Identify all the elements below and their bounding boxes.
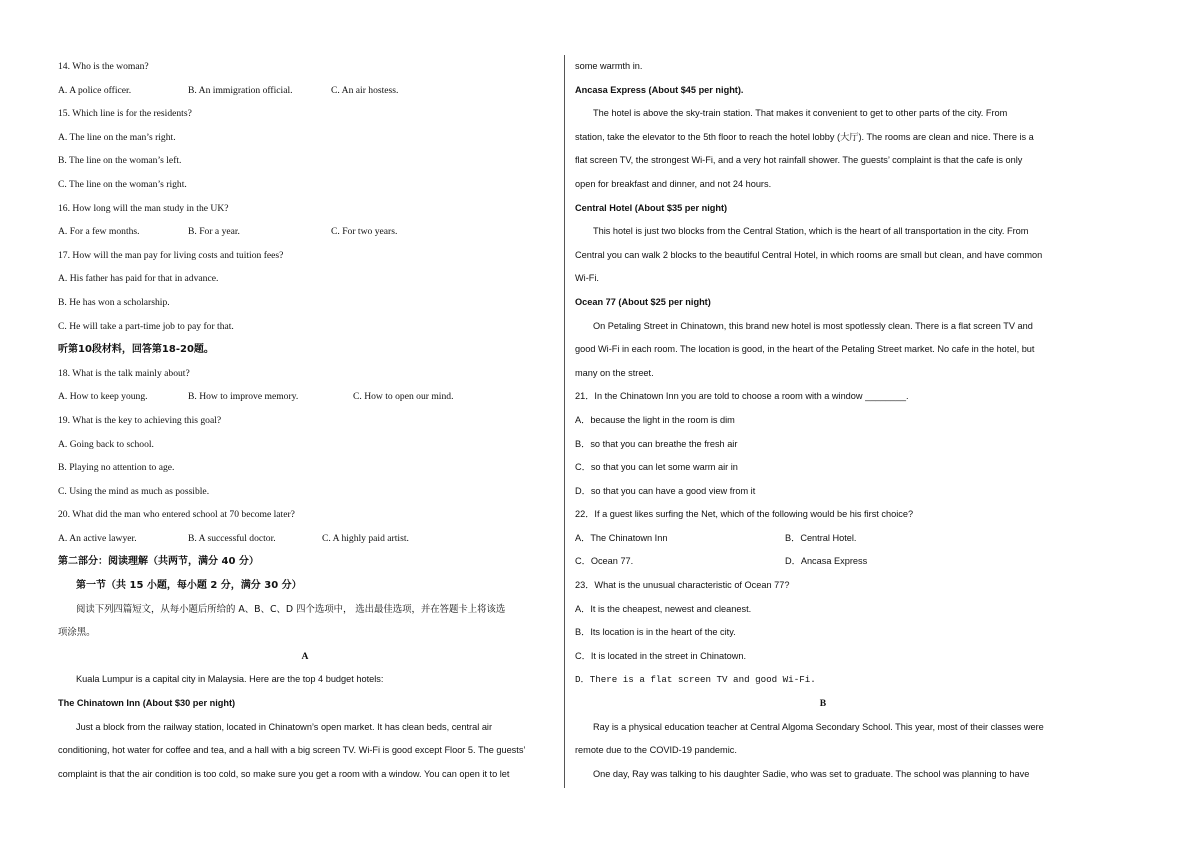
option-a: A．The Chinatown Inn bbox=[575, 532, 668, 543]
paragraph-line: On Petaling Street in Chinatown, this brand new hotel is most spotlessly clean. There is a flat screen TV and bbox=[593, 320, 1033, 331]
option-a: A. The line on the man’s right. bbox=[58, 131, 176, 143]
part-2-heading: 第二部分：阅读理解（共两节，满分 40 分） bbox=[58, 556, 259, 568]
section-10-heading: 听第10段材料，回答第18-20题。 bbox=[58, 344, 214, 356]
instructions-cont: 项涂黑。 bbox=[58, 627, 96, 639]
option-c: C. For two years. bbox=[331, 226, 398, 238]
option-b: B. He has won a scholarship. bbox=[58, 296, 170, 308]
option-a: A. Going back to school. bbox=[58, 438, 154, 450]
paragraph-line: One day, Ray was talking to his daughter Sadie, who was set to graduate. The school was planning to have bbox=[593, 768, 1030, 779]
option-c: C．Ocean 77. bbox=[575, 556, 634, 567]
question-14: 14. Who is the woman? bbox=[58, 61, 149, 72]
hotel-title: Ocean 77 (About $25 per night) bbox=[575, 296, 711, 307]
option-c: C. A highly paid artist. bbox=[322, 532, 409, 544]
question-15: 15. Which line is for the residents? bbox=[58, 108, 192, 120]
paragraph-line: This hotel is just two blocks from the Central Station, which is the heart of all transportation in the city. From bbox=[593, 226, 1029, 237]
option-c: C．It is located in the street in Chinatown. bbox=[575, 650, 747, 661]
instructions: 阅读下列四篇短文，从每小题后所给的 A、B、C、D 四个选项中， 选出最佳选项，并在答题卡上将该选 bbox=[76, 603, 506, 615]
right-column bbox=[575, 55, 1071, 786]
option-c: C. He will take a part-time job to pay for that. bbox=[58, 320, 234, 332]
paragraph-line: complaint is that the air condition is too cold, so make sure you get a room with a window. You can open it to let bbox=[58, 768, 510, 779]
option-d: D．so that you can have a good view from it bbox=[575, 485, 756, 496]
question-20: 20. What did the man who entered school at 70 become later? bbox=[58, 509, 295, 521]
option-b: B. A successful doctor. bbox=[188, 532, 276, 544]
section-1-heading: 第一节（共 15 小题，每小题 2 分，满分 30 分） bbox=[76, 580, 302, 592]
paragraph-line: open for breakfast and dinner, and not 24 hours. bbox=[575, 178, 772, 189]
option-a: A. His father has paid for that in advance. bbox=[58, 273, 219, 285]
option-b: B. For a year. bbox=[188, 226, 240, 238]
option-d: D．There is a flat screen TV and good Wi-Fi. bbox=[575, 674, 816, 686]
question-20-options bbox=[58, 527, 552, 551]
paragraph-line: many on the street. bbox=[575, 367, 654, 378]
paragraph-line: flat screen TV, the strongest Wi-Fi, and a very hot rainfall shower. The guests’ complaint is that the cafe is only bbox=[575, 155, 1023, 166]
option-a: A. How to keep young. bbox=[58, 391, 148, 403]
question-18-options bbox=[58, 385, 552, 409]
option-c: C. An air hostess. bbox=[331, 84, 399, 96]
option-c: C. How to open our mind. bbox=[353, 391, 454, 403]
option-b: B. An immigration official. bbox=[188, 84, 293, 96]
question-16: 16. How long will the man study in the UK? bbox=[58, 202, 229, 214]
paragraph-line: Just a block from the railway station, located in Chinatown’s open market. It has clean beds, central air bbox=[76, 721, 493, 732]
question-22-options-row-1 bbox=[575, 527, 1071, 551]
hotel-title: The Chinatown Inn (About $30 per night) bbox=[58, 698, 236, 709]
option-c: C．so that you can let some warm air in bbox=[575, 462, 738, 473]
passage-intro: Kuala Lumpur is a capital city in Malaysia. Here are the top 4 budget hotels: bbox=[76, 674, 384, 685]
option-d: D．Ancasa Express bbox=[785, 556, 868, 567]
option-a: A. An active lawyer. bbox=[58, 532, 137, 544]
question-23: 23．What is the unusual characteristic of Ocean 77? bbox=[575, 580, 790, 591]
column-divider bbox=[564, 55, 565, 788]
question-21: 21．In the Chinatown Inn you are told to choose a room with a window ________. bbox=[575, 391, 909, 402]
paragraph-line: conditioning, hot water for coffee and tea, and a hall with a big screen TV. Wi-Fi is good except Floor 5. The guests’ bbox=[58, 745, 526, 756]
question-14-options bbox=[58, 79, 552, 103]
option-a: A．because the light in the room is dim bbox=[575, 414, 735, 425]
option-b: B．Its location is in the heart of the city. bbox=[575, 627, 736, 638]
question-17: 17. How will the man pay for living costs and tuition fees? bbox=[58, 249, 284, 261]
passage-b-label: B bbox=[819, 698, 827, 710]
paragraph-line: The hotel is above the sky-train station. That makes it convenient to get to other parts of the city. From bbox=[593, 108, 1008, 119]
hotel-title: Central Hotel (About $35 per night) bbox=[575, 202, 728, 213]
paragraph-line: good Wi-Fi in each room. The location is good, in the heart of the Petaling Street market. No cafe in the hotel, but bbox=[575, 344, 1035, 355]
paragraph-line: Central you can walk 2 blocks to the beautiful Central Hotel, in which rooms are small but clean, and have common bbox=[575, 249, 1043, 260]
option-a: A. For a few months. bbox=[58, 226, 140, 238]
paragraph-line: station, take the elevator to the 5th floor to reach the hotel lobby (大厅). The rooms are clean and nice. There is a bbox=[575, 131, 1034, 142]
question-16-options bbox=[58, 220, 552, 244]
left-column bbox=[58, 55, 552, 786]
paragraph-line: some warmth in. bbox=[575, 61, 643, 71]
paragraph-line: Wi-Fi. bbox=[575, 273, 599, 284]
option-b: B．so that you can breathe the fresh air bbox=[575, 438, 738, 449]
question-22-options-row-2 bbox=[575, 550, 1071, 574]
option-b: B．Central Hotel. bbox=[785, 532, 857, 543]
option-b: B. The line on the woman’s left. bbox=[58, 155, 182, 167]
question-18: 18. What is the talk mainly about? bbox=[58, 367, 190, 379]
paragraph-line: Ray is a physical education teacher at Central Algoma Secondary School. This year, most of their classes were bbox=[593, 721, 1044, 732]
question-22: 22．If a guest likes surfing the Net, which of the following would be his first choice? bbox=[575, 509, 914, 520]
option-c: C. The line on the woman’s right. bbox=[58, 178, 187, 190]
option-a: A．It is the cheapest, newest and cleanest. bbox=[575, 603, 752, 614]
passage-a-label: A bbox=[301, 650, 309, 662]
option-c: C. Using the mind as much as possible. bbox=[58, 485, 210, 497]
option-a: A. A police officer. bbox=[58, 84, 132, 96]
hotel-title: Ancasa Express (About $45 per night). bbox=[575, 84, 744, 95]
option-b: B. Playing no attention to age. bbox=[58, 462, 175, 474]
paragraph-line: remote due to the COVID-19 pandemic. bbox=[575, 745, 737, 756]
option-b: B. How to improve memory. bbox=[188, 391, 299, 403]
question-19: 19. What is the key to achieving this goal? bbox=[58, 414, 222, 426]
